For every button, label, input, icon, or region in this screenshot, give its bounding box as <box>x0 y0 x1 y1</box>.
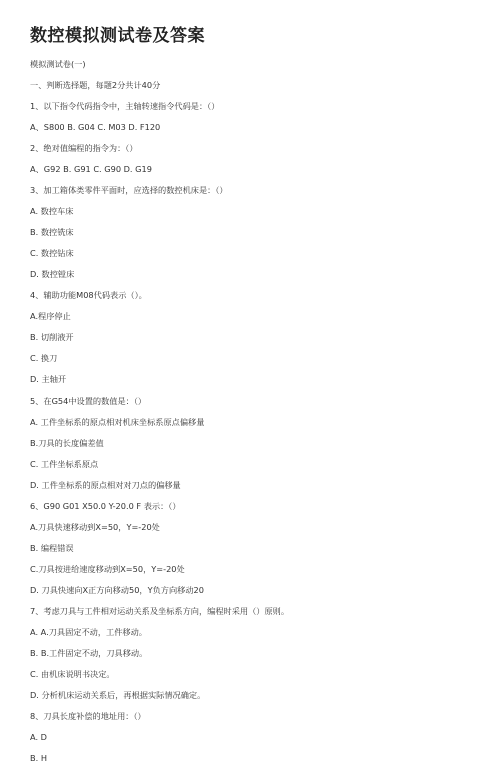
option-line: A、S800 B. G04 C. M03 D. F120 <box>30 122 161 133</box>
question-line: 7、考虑刀具与工件相对运动关系及坐标系方向，编程时采用（）原则。 <box>30 605 290 616</box>
option-line: D. 主轴开 <box>30 374 67 385</box>
question-line: 4、辅助功能M08代码表示（）。 <box>30 290 147 301</box>
document-body <box>30 58 480 773</box>
question-line: 5、在G54中设置的数值是：（） <box>30 395 147 406</box>
option-line: A、G92 B. G91 C. G90 D. G19 <box>30 164 152 175</box>
text-line: 模拟测试卷(一) <box>30 59 86 69</box>
option-line: D. 数控镗床 <box>30 269 75 280</box>
option-line: C. 工件坐标系原点 <box>30 458 99 469</box>
option-line: A. A.刀具固定不动，工件移动。 <box>30 626 147 637</box>
option-line: A.刀具快速移动到X=50，Y=-20处 <box>30 521 160 532</box>
document-title: 数控模拟测试卷及答案 <box>30 26 205 46</box>
option-line: C. 数控钻床 <box>30 248 74 259</box>
option-line: A. 数控车床 <box>30 206 74 217</box>
option-line: D. 分析机床运动关系后，再根据实际情况确定。 <box>30 689 206 700</box>
option-line: B. 切削液开 <box>30 332 74 343</box>
question-line: 6、G90 G01 X50.0 Y-20.0 F 表示：（） <box>30 500 181 511</box>
option-line: C.刀具按进给速度移动到X=50，Y=-20处 <box>30 563 185 574</box>
question-line: 2、绝对值编程的指令为：（） <box>30 143 138 154</box>
option-line: B. 数控铣床 <box>30 227 74 238</box>
option-line: C. 由机床说明书决定。 <box>30 668 115 679</box>
question-line: 8、刀具长度补偿的地址用：（） <box>30 710 146 721</box>
question-line: 3、加工箱体类零件平面时，应选择的数控机床是：（） <box>30 185 228 196</box>
option-line: D. 工件坐标系的原点相对对刀点的偏移量 <box>30 479 181 490</box>
option-line: D. 刀具快速向X正方向移动50，Y负方向移动20 <box>30 584 204 595</box>
text-line: 一、判断选择题，每题2分共计40分 <box>30 80 161 91</box>
option-line: B. 编程错误 <box>30 542 74 553</box>
option-line: B.刀具的长度偏差值 <box>30 437 104 448</box>
option-line: B. H <box>30 753 47 764</box>
option-line: A. D <box>30 732 47 742</box>
question-line: 1、以下指令代码指令中，主轴转速指令代码是：（） <box>30 101 220 112</box>
option-line: A.程序停止 <box>30 311 71 322</box>
option-line: A. 工件坐标系的原点相对机床坐标系原点偏移量 <box>30 416 205 427</box>
option-line: C. 换刀 <box>30 353 58 364</box>
option-line: B. B.工件固定不动，刀具移动。 <box>30 647 148 658</box>
